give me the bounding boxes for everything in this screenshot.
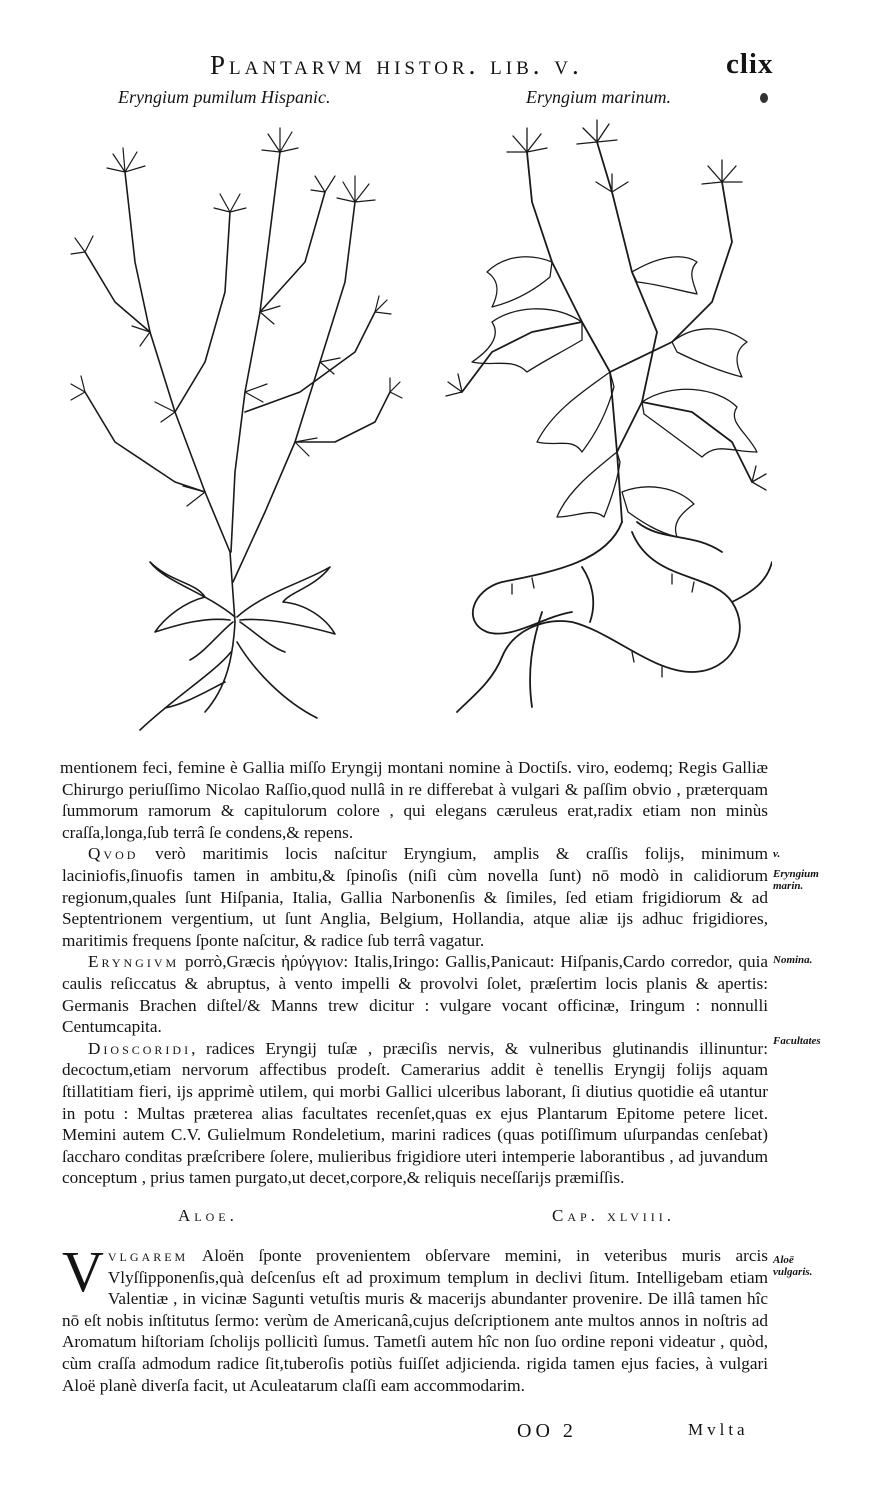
catchword: Mvlta — [688, 1420, 749, 1439]
margin-note-eryngium-marinum: Eryngium marin. — [773, 868, 819, 892]
paragraph-2-text: verò maritimis locis naſcitur Eryngium, amplis & craſſis folijs, minimum laciniofis,ſinuofis tamen in ambitu,& ſpinoſis (niſi cùm novella ſunt) nō modò in calidiorum regionum,quales ſunt Hiſpania, Italia, Gallia Narbonenſis & ſimiles, ſed etiam frigidiorum & ad Septentrionem vergentium, ut ſunt Anglia, Belgium, Hollandia, atque aliæ ijs adhuc frigidiores, maritimis frequens ſponte naſcitur, & radice ſub terrâ vagatur. — [62, 844, 768, 950]
paragraph-4 — [62, 1038, 768, 1189]
paragraph-4-text: , radices Eryngij tuſæ , præciſis nervis, & vulneribus glutinandis illinuntur: decoctum,etiam nervorum affectibus prodeſt. Camerarius addit è tenellis Eryngij folijs aquam ſtillatitiam fieri, ijs apprimè utilem, qui morbi Gallici ulceribus laborant, ſi diutius quotidie eâ utantur in potu : Multas præterea alias facultates recenſet,quas ex ejus Plantarum Epitome petere licet. Memini autem C.V. Gulielmum Rondeletium, marini radices (quas potiſſimum uſurpandas cenſebat) ſaccharo conditas præſcribere ſolere, mulieribus frigidiore uteri intemperie laborantibus , ad juvandum conceptum , prius tamen purgato,ut decet,corpore,& reliquis neceſſarijs præmiſſis. — [62, 1038, 768, 1188]
left-figure-caption: Eryngium pumilum Hispanic. — [118, 87, 331, 107]
section-title-aloe: Aloe. — [178, 1206, 238, 1225]
paragraph-3-lead: Eryngivm — [88, 952, 180, 972]
signature-mark: OO 2 — [517, 1420, 577, 1442]
margin-note-nomina: Nomina. — [773, 954, 813, 966]
margin-note-v: v. — [773, 848, 781, 860]
eryngium-pumilum-woodcut — [55, 112, 405, 737]
paragraph-3 — [62, 951, 768, 1037]
paragraph-2 — [62, 843, 768, 951]
margin-note-facultates: Facultates — [773, 1035, 821, 1047]
ink-spot — [760, 93, 768, 103]
eryngium-marinum-woodcut — [432, 112, 772, 717]
margin-note-aloe-vulgaris: Aloë vulgaris. — [773, 1254, 813, 1278]
paragraph-1-text: mentionem feci, femine è Gallia miſſo Eryngij montani nomine à Doctiſs. viro, eodemq; Regis Galliæ Chirurgo periuſſimo Nicolao Raſſio,quod nullâ in re differebat à vulgari & paſſim obvio , præterquam ſummorum ramorum & capitulorum colore , qui elegans cæruleus erat,radix etiam non minùs craſſa,longa,ſub terrâ ſe condens,& repens. — [60, 758, 768, 842]
right-figure-caption: Eryngium marinum. — [526, 87, 671, 107]
paragraph-3-text: porrò,Græcis ἠρύγγιον: Italis,Iringo: Gallis,Panicaut: Hiſpanis,Cardo corredor, quia caulis reſiccatus & abruptus, à vento impelli & provolvi ſolet, præſertim locis planis & apertis: Germanis Brachen diſtel/& Manns trew dicitur : vulgare vocant officinæ, Iringum : nonnulli Centumcapita. — [62, 952, 768, 1037]
folio-number: clix — [726, 48, 774, 80]
running-head: Plantarvm histor. lib. v. — [210, 50, 583, 80]
aloe-text: Aloën ſponte provenientem obſervare memini, in veteribus muris arcis Vlyſſipponenſis,quà deſcenſus eſt ad proximum templum in declivi ſitum. Intelligebam etiam Valentiæ , in vicinæ Sagunti vetuſtis muris & macerijs abundanter provenire. De illâ tamen hîc nō eſt nobis inſtitutus ſermo: verùm de Americanâ,cujus deſcriptionem ante multos annos in noſtris ad Aromatum hiſtoriam ſcholijs pollicitì ſumus. Tametſi autem hîc non ſuo ordine reponi videatur , quòd, cùm craſſa admodum radice ſit,tuberoſis potiùs fuiſſet adjicienda. rigida tamen ejus facies, à vulgari Aloë planè diverſa facit, ut Aculeatarum claſſi eam accommodarim. — [62, 1246, 768, 1395]
drop-cap: V — [62, 1239, 104, 1304]
aloe-paragraph — [62, 1239, 768, 1396]
chapter-number: Cap. xlviii. — [552, 1206, 675, 1225]
paragraph-1 — [62, 757, 768, 1189]
aloe-lead: vlgarem — [107, 1246, 189, 1265]
paragraph-2-lead: Qvod — [88, 844, 139, 864]
paragraph-4-lead: Dioscoridi — [88, 1038, 192, 1058]
